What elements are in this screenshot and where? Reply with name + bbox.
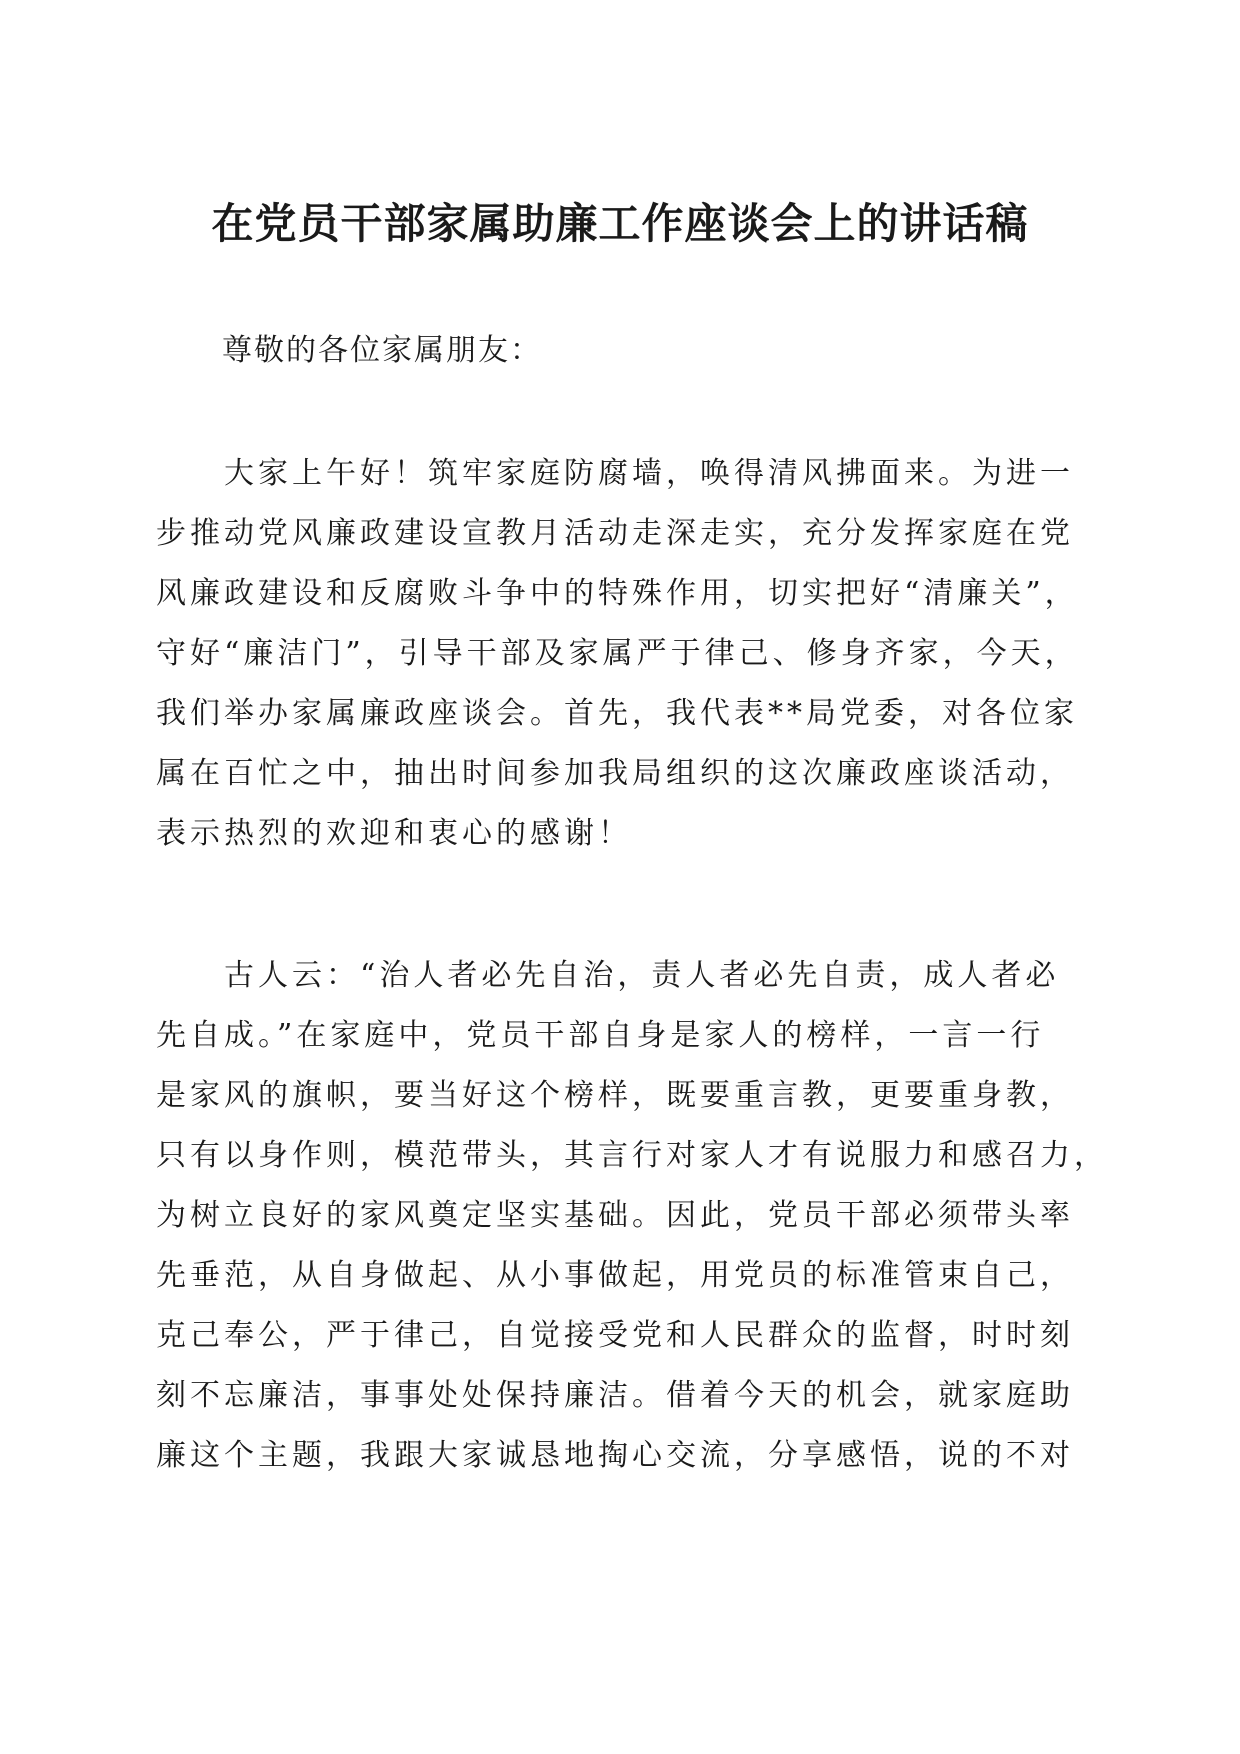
paragraph-line: 先自成。”在家庭中，党员干部自身是家人的榜样，一言一行 bbox=[156, 1018, 1045, 1053]
paragraph-line: 刻不忘廉洁，事事处处保持廉洁。借着今天的机会，就家庭助 bbox=[156, 1378, 1074, 1413]
document-title: 在党员干部家属助廉工作座谈会上的讲话稿 bbox=[211, 199, 1029, 248]
paragraph-line: 属在百忙之中，抽出时间参加我局组织的这次廉政座谈活动， bbox=[156, 756, 1074, 791]
paragraph-line: 大家上午好！筑牢家庭防腐墙，唤得清风拂面来。为进一 bbox=[156, 456, 1074, 491]
paragraph-line: 克己奉公，严于律己，自觉接受党和人民群众的监督，时时刻 bbox=[156, 1318, 1074, 1353]
paragraph-2 bbox=[156, 946, 1108, 1486]
greeting: 尊敬的各位家属朋友： bbox=[222, 333, 542, 368]
paragraph-line: 廉这个主题，我跟大家诚恳地掏心交流，分享感悟，说的不对 bbox=[156, 1438, 1074, 1473]
paragraph-line: 守好“廉洁门”，引导干部及家属严于律己、修身齐家，今天， bbox=[156, 636, 1079, 671]
paragraph-line: 表示热烈的欢迎和衷心的感谢！ bbox=[156, 816, 632, 851]
paragraph-line: 风廉政建设和反腐败斗争中的特殊作用，切实把好“清廉关”， bbox=[156, 576, 1079, 611]
paragraph-line: 只有以身作则，模范带头，其言行对家人才有说服力和感召力， bbox=[156, 1138, 1108, 1173]
paragraph-line: 先垂范，从自身做起、从小事做起，用党员的标准管束自己， bbox=[156, 1258, 1074, 1293]
paragraph-line: 步推动党风廉政建设宣教月活动走深走实，充分发挥家庭在党 bbox=[156, 516, 1074, 551]
paragraph-line: 为树立良好的家风奠定坚实基础。因此，党员干部必须带头率 bbox=[156, 1198, 1074, 1233]
paragraph-line: 我们举办家属廉政座谈会。首先，我代表**局党委，对各位家 bbox=[156, 696, 1078, 731]
paragraph-line: 是家风的旗帜，要当好这个榜样，既要重言教，更要重身教， bbox=[156, 1078, 1074, 1113]
paragraph-1 bbox=[156, 444, 1086, 864]
paragraph-line: 古人云：“治人者必先自治，责人者必先自责，成人者必 bbox=[156, 958, 1060, 993]
